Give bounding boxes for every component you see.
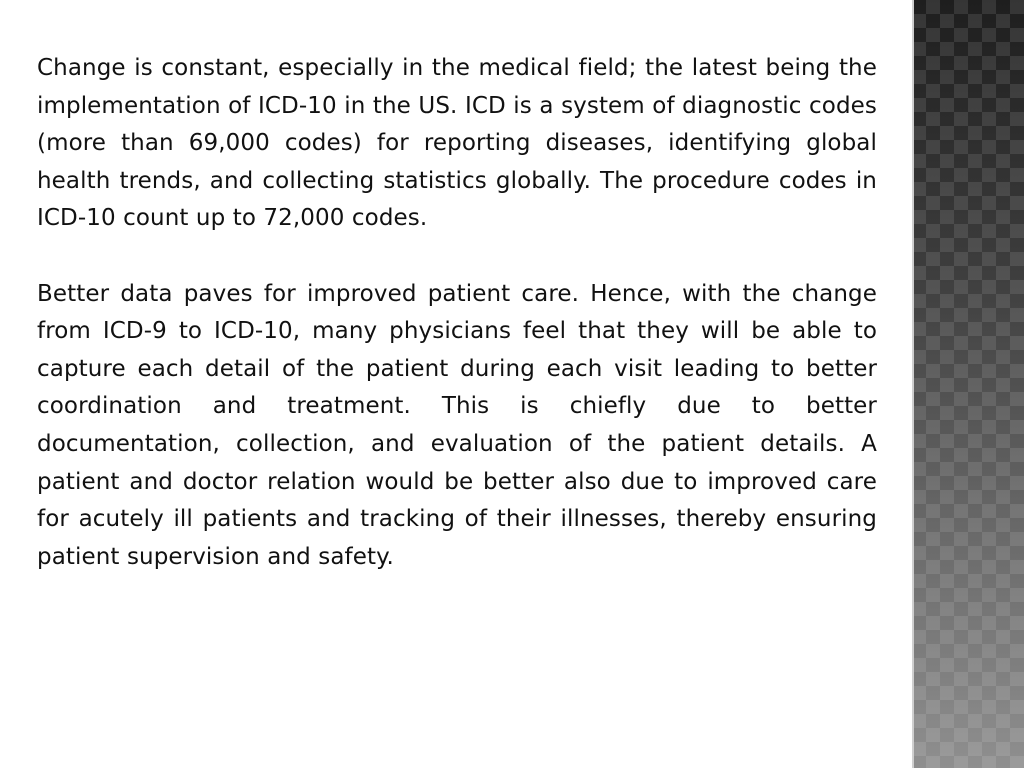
decorative-side-panel	[912, 0, 1024, 768]
side-panel-edge	[912, 0, 914, 768]
paragraph-icd10-intro: Change is constant, especially in the medical field; the latest being the implementation of ICD-10 in the US. ICD is a system of diagnostic codes (more than 69,000 codes) for reporting diseases, identifying global health trends, and collecting statistics globally. The procedure codes in ICD-10 count up to 72,000 codes.	[37, 55, 877, 232]
paragraph-patient-care: Better data paves for improved patient care. Hence, with the change from ICD-9 to ICD-10, many physicians feel that they will be able to capture each detail of the patient during each visit leading to better coordination and treatment. This is chiefly due to better documentation, collection, and evaluation of the patient details. A patient and doctor relation would be better also due to improved care for acutely ill patients and tracking of their illnesses, thereby ensuring patient supervision and safety.	[37, 280, 877, 570]
text-content	[37, 50, 877, 576]
